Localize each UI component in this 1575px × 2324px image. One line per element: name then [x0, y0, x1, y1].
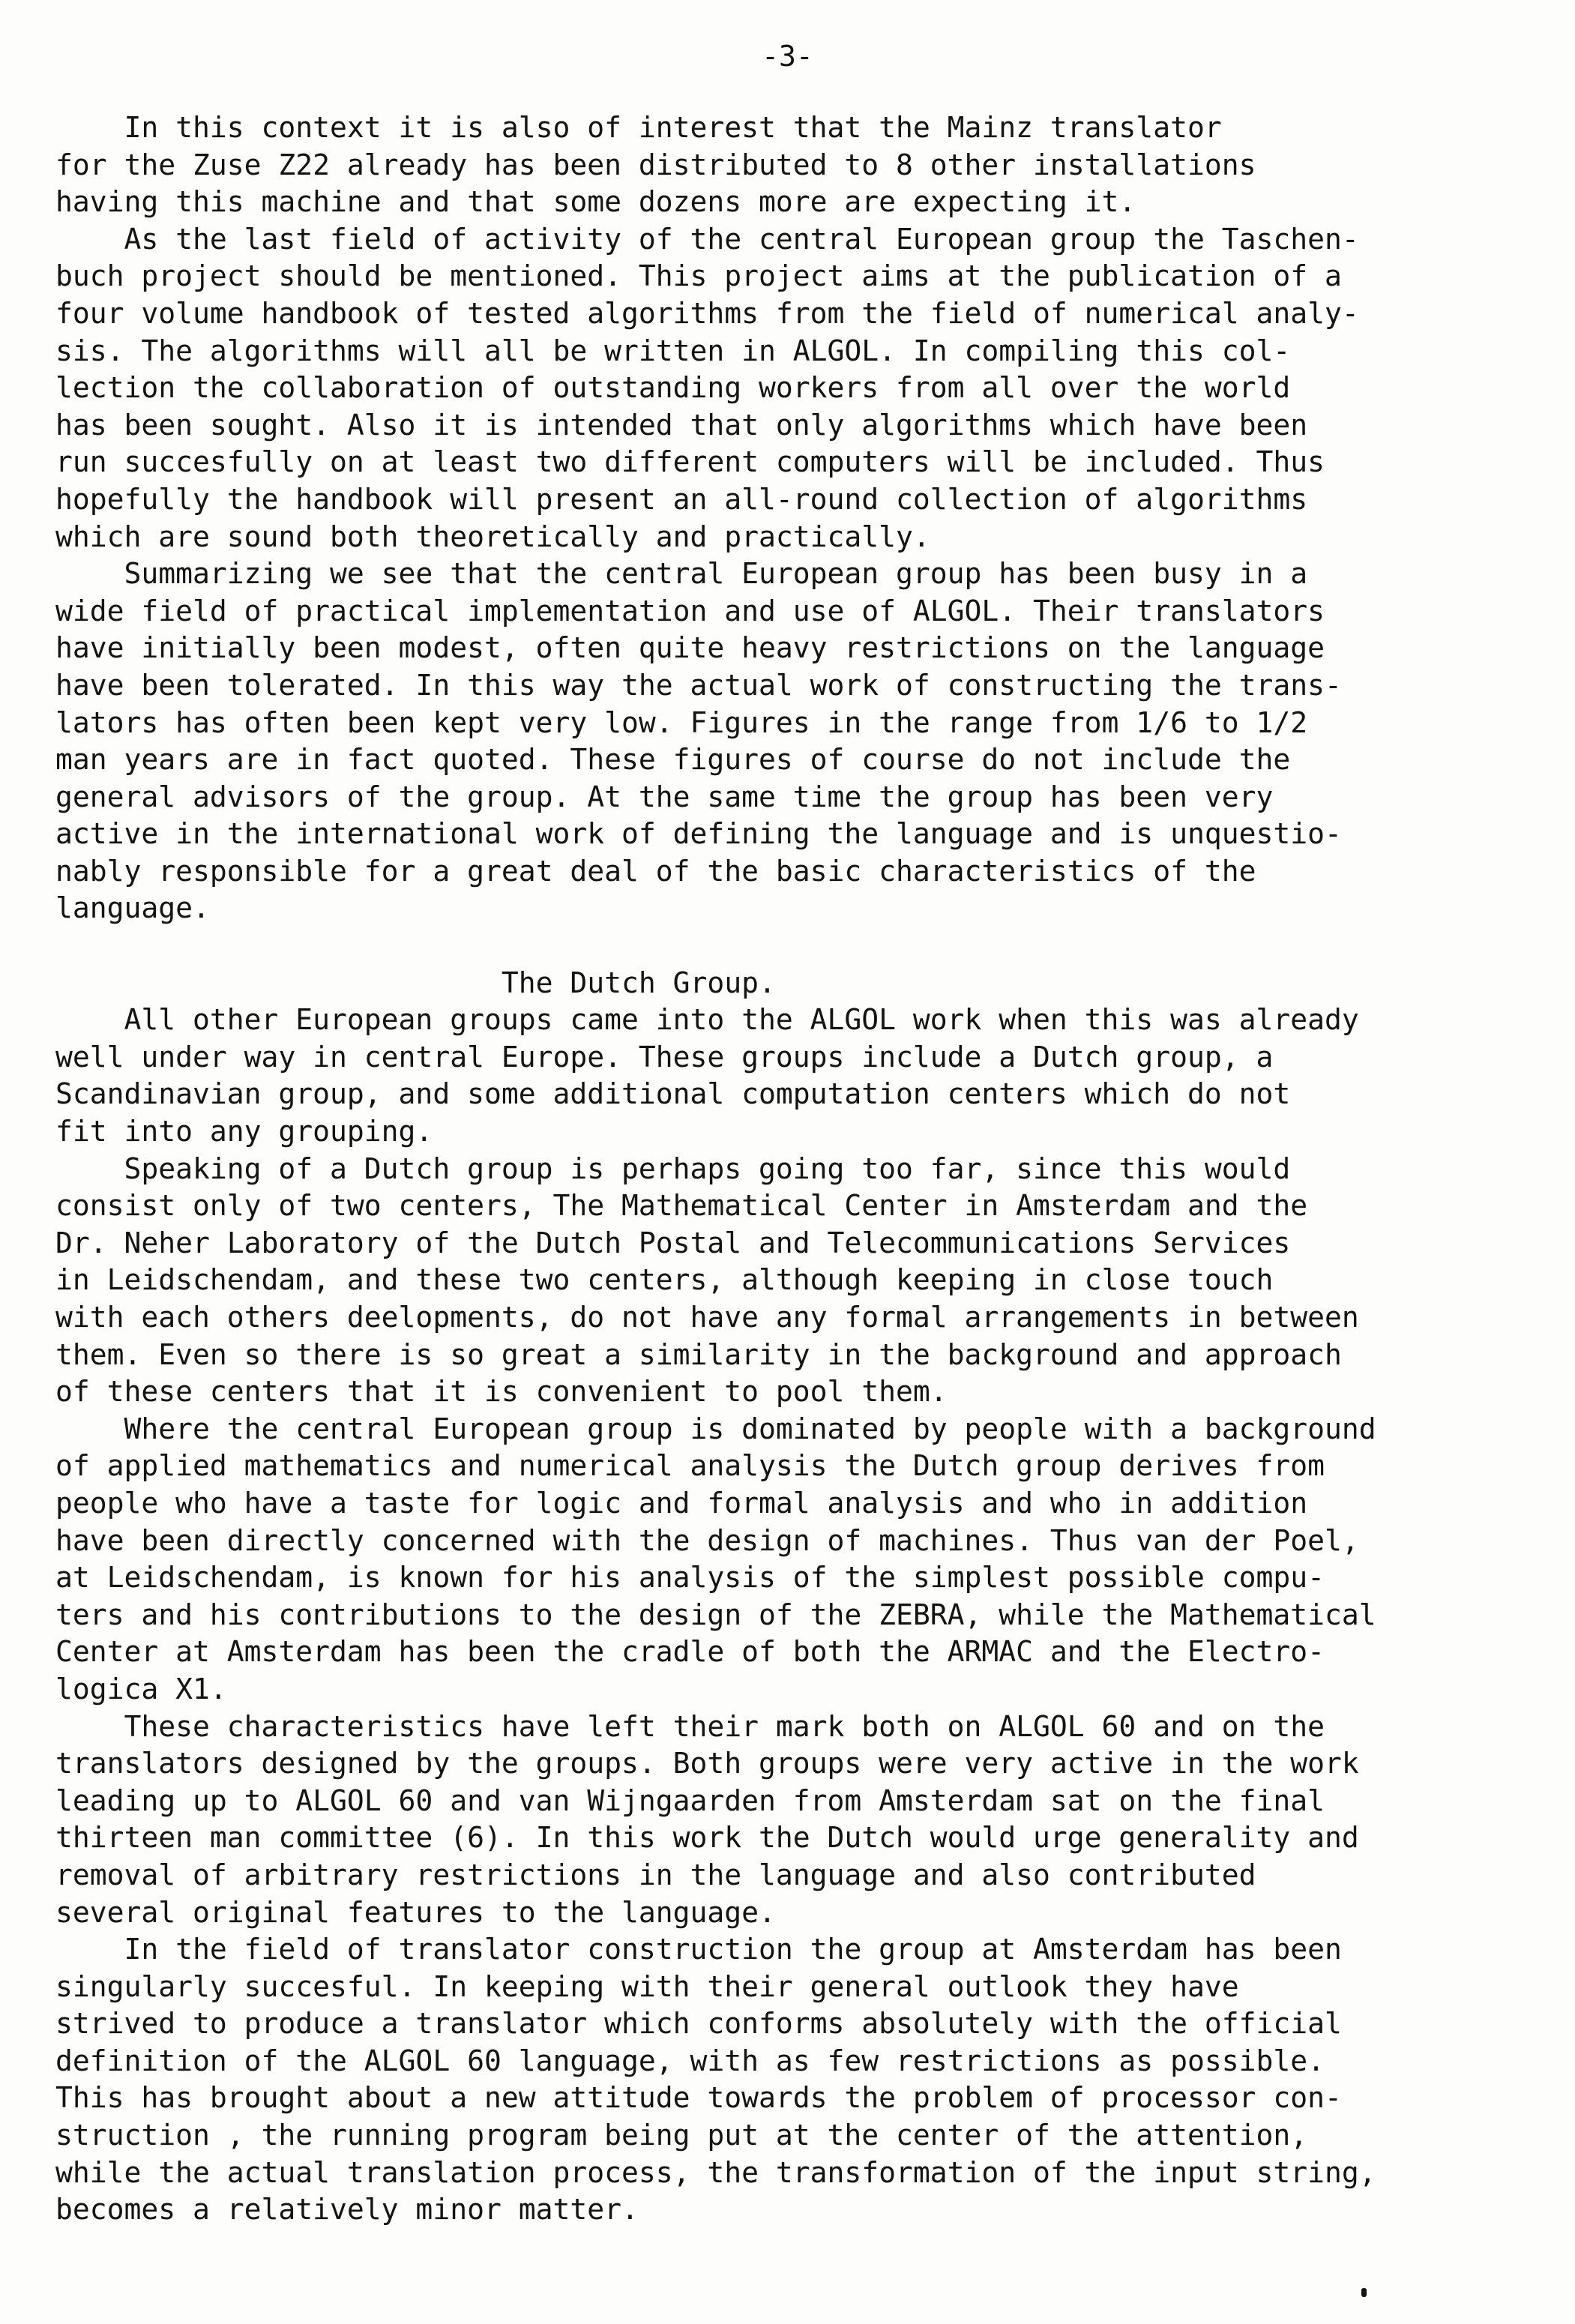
- text-line: man years are in fact quoted. These figures of course do not include the: [55, 743, 1291, 777]
- text-line: with each others deelopments, do not have any formal arrangements in between: [55, 1301, 1359, 1334]
- text-line: have been tolerated. In this way the actual work of constructing the trans-: [55, 668, 1342, 702]
- text-line: while the actual translation process, the transformation of the input string,: [55, 2155, 1376, 2189]
- paragraph: [55, 1002, 1525, 1150]
- text-line: translators designed by the groups. Both groups were very active in the work: [55, 1747, 1359, 1780]
- text-line: This has brought about a new attitude towards the problem of processor con-: [55, 2081, 1342, 2115]
- page-number: -3-: [762, 40, 813, 73]
- text-line: logica X1.: [55, 1672, 227, 1706]
- text-line: Scandinavian group, and some additional computation centers which do not: [55, 1077, 1291, 1111]
- heading-text: The Dutch Group.: [55, 966, 776, 999]
- text-line: removal of arbitrary restrictions in the language and also contributed: [55, 1858, 1256, 1891]
- text-line: run succesfully on at least two different computers will be included. Thus: [55, 445, 1325, 479]
- text-line: ters and his contributions to the design of the ZEBRA, while the Mathematical: [55, 1598, 1376, 1631]
- blank-line: [55, 927, 1525, 965]
- text-line: singularly succesful. In keeping with their general outlook they have: [55, 1969, 1239, 2003]
- text-line: definition of the ALGOL 60 language, with as few restrictions as possible.: [55, 2044, 1325, 2077]
- text-line: have been directly concerned with the design of machines. Thus van der Poel,: [55, 1523, 1359, 1557]
- text-line: four volume handbook of tested algorithms from the field of numerical analy-: [55, 296, 1359, 330]
- text-line: at Leidschendam, is known for his analysis of the simplest possible compu-: [55, 1561, 1325, 1595]
- text-line: sis. The algorithms will all be written in ALGOL. In compiling this col-: [55, 334, 1291, 367]
- text-line: buch project should be mentioned. This project aims at the publication of a: [55, 259, 1342, 293]
- text-line: which are sound both theoretically and practically.: [55, 520, 930, 553]
- paragraph: [55, 221, 1525, 556]
- text-line: of applied mathematics and numerical analysis the Dutch group derives from: [55, 1449, 1325, 1483]
- text-line: leading up to ALGOL 60 and van Wijngaarden from Amsterdam sat on the final: [55, 1783, 1325, 1817]
- text-line: nably responsible for a great deal of the basic characteristics of the: [55, 854, 1256, 888]
- section-central-european: [55, 109, 1525, 927]
- paragraph: [55, 1151, 1525, 1411]
- text-line: for the Zuse Z22 already has been distributed to 8 other installations: [55, 148, 1256, 181]
- text-line: Where the central European group is dominated by people with a background: [55, 1412, 1376, 1445]
- text-line: These characteristics have left their mark both on ALGOL 60 and on the: [55, 1709, 1325, 1743]
- stray-ink-mark: [1361, 2288, 1367, 2297]
- text-line: thirteen man committee (6). In this work the Dutch would urge generality and: [55, 1821, 1359, 1855]
- text-line: several original features to the language.: [55, 1895, 776, 1929]
- text-line: Center at Amsterdam has been the cradle of both the ARMAC and the Electro-: [55, 1635, 1325, 1669]
- text-line: fit into any grouping.: [55, 1115, 433, 1149]
- text-line: Summarizing we see that the central European group has been busy in a: [55, 557, 1308, 591]
- text-line: struction , the running program being put at the center of the attention,: [55, 2119, 1308, 2152]
- text-line: Speaking of a Dutch group is perhaps going too far, since this would: [55, 1152, 1291, 1185]
- text-line: Dr. Neher Laboratory of the Dutch Postal and Telecommunications Services: [55, 1226, 1291, 1259]
- text-line: lators has often been kept very low. Figures in the range from 1/6 to 1/2: [55, 705, 1308, 739]
- text-line: hopefully the handbook will present an all-round collection of algorithms: [55, 482, 1308, 516]
- text-line: In the field of translator construction the group at Amsterdam has been: [55, 1933, 1342, 1966]
- section-dutch-group: [55, 1002, 1525, 2229]
- text-line: of these centers that it is convenient to pool them.: [55, 1375, 948, 1409]
- text-line: consist only of two centers, The Mathematical Center in Amsterdam and the: [55, 1189, 1308, 1223]
- text-line: strived to produce a translator which conforms absolutely with the official: [55, 2007, 1342, 2041]
- text-line: in Leidschendam, and these two centers, although keeping in close touch: [55, 1263, 1274, 1297]
- text-line: All other European groups came into the ALGOL work when this was already: [55, 1003, 1359, 1037]
- text-line: becomes a relatively minor matter.: [55, 2193, 639, 2227]
- text-line: have initially been modest, often quite heavy restrictions on the language: [55, 631, 1325, 665]
- text-line: wide field of practical implementation and use of ALGOL. Their translators: [55, 594, 1325, 627]
- text-line: people who have a taste for logic and formal analysis and who in addition: [55, 1486, 1308, 1520]
- text-line: As the last field of activity of the central European group the Taschen-: [55, 222, 1359, 256]
- paragraph: [55, 556, 1525, 927]
- text-line: having this machine and that some dozens more are expecting it.: [55, 185, 1136, 219]
- text-line: has been sought. Also it is intended that only algorithms which have been: [55, 408, 1308, 442]
- paragraph: [55, 1411, 1525, 1709]
- text-line: well under way in central Europe. These groups include a Dutch group, a: [55, 1040, 1274, 1074]
- section-heading-dutch-group: [55, 965, 1525, 1002]
- paragraph: [55, 109, 1525, 221]
- text-line: them. Even so there is so great a similarity in the background and approach: [55, 1337, 1342, 1371]
- paragraph: [55, 1931, 1525, 2229]
- text-line: lection the collaboration of outstanding workers from all over the world: [55, 371, 1291, 405]
- text-line: language.: [55, 891, 210, 925]
- text-line: In this context it is also of interest that the Mainz translator: [55, 111, 1222, 144]
- text-line: general advisors of the group. At the same time the group has been very: [55, 780, 1274, 813]
- paragraph: [55, 1709, 1525, 1932]
- text-line: active in the international work of defining the language and is unquestio-: [55, 817, 1342, 851]
- body-text: [55, 109, 1525, 2229]
